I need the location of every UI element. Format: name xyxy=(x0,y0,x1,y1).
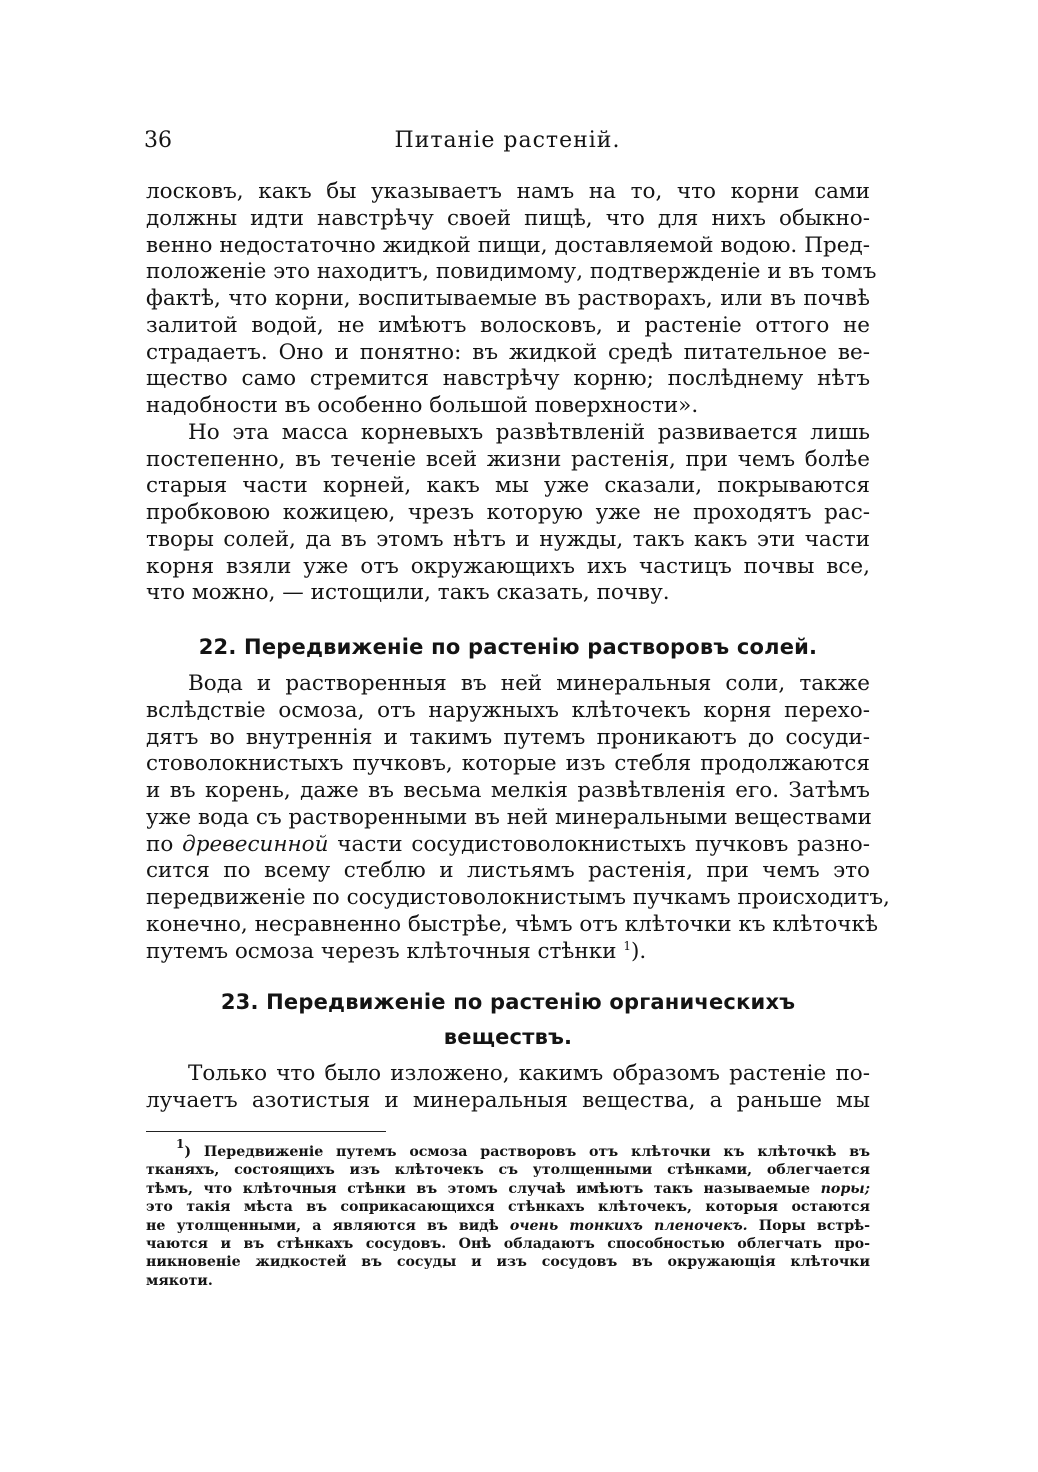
text-span: тѣмъ, что клѣточныя стѣнки въ этомъ случаѣ имѣютъ такъ называемые xyxy=(146,1180,811,1197)
text-line: дятъ во внутреннія и такимъ путемъ проникаютъ до сосуди- xyxy=(146,724,870,750)
paragraph-block-3 xyxy=(146,1061,870,1115)
text-line: вслѣдствіе осмоза, отъ наружныхъ клѣточекъ корня перехо- xyxy=(146,697,870,723)
text-line: стоволокнистыхъ пучковъ, которые изъ стебля продолжаются xyxy=(146,751,870,777)
text-line: надобности въ особенно большой поверхности». xyxy=(146,393,699,418)
paragraph-block-2 xyxy=(146,671,890,965)
page-header xyxy=(144,126,871,160)
footnote-line xyxy=(146,1217,870,1235)
text-line: конечно, несравненно быстрѣе, чѣмъ отъ клѣточки къ клѣточкѣ xyxy=(146,911,878,937)
text-span: путемъ осмоза черезъ клѣточныя стѣнки xyxy=(146,938,617,964)
footnote-line: никновеніе жидкостей въ сосуды и изъ сосудовъ въ окружающія клѣточки xyxy=(146,1254,870,1271)
footnote-line: тканяхъ, состоящихъ изъ клѣточекъ съ утолщенными стѣнками, облегчается xyxy=(146,1162,870,1179)
text-line: постепенно, въ теченіе всей жизни растенія, при чемъ болѣе xyxy=(146,446,870,472)
footnote-line: мякоти. xyxy=(146,1272,213,1289)
text-line: залитой водой, не имѣютъ волосковъ, и растеніе оттого не xyxy=(146,312,870,338)
text-line: что можно, — истощили, такъ сказать, почву. xyxy=(146,580,670,606)
text-span: не утолщенными, а являются въ видѣ xyxy=(146,1217,499,1234)
emphasis-text: поры; xyxy=(820,1180,870,1197)
text-line: корня взяли уже отъ окружающихъ ихъ частицъ почвы все, xyxy=(146,553,870,579)
footnote-marker: 1 xyxy=(176,1137,185,1151)
running-title: Питаніе растеній. xyxy=(394,128,621,153)
text-span: ) Передвиженіе путемъ осмоза растворовъ отъ клѣточки къ клѣточкѣ въ xyxy=(184,1144,870,1160)
text-line: уже вода съ растворенными въ ней минеральными веществами xyxy=(146,804,872,830)
emphasis-text: древесинной xyxy=(182,831,329,857)
paragraph-block-1 xyxy=(146,179,877,607)
text-line: Вода и растворенныя въ ней минеральныя соли, также xyxy=(188,671,870,696)
text-line: положеніе это находитъ, повидимому, подтвержденіе и въ томъ xyxy=(146,259,877,285)
text-line xyxy=(146,939,870,966)
text-line: передвиженіе по сосудистоволокнистымъ пучкамъ происходитъ, xyxy=(146,885,890,910)
text-line: должны идти навстрѣчу своей пищѣ, что для нихъ обыкно- xyxy=(146,205,870,231)
text-line: щество само стремится навстрѣчу корню; послѣднему нѣтъ xyxy=(146,366,870,392)
text-span: Поры встрѣ- xyxy=(758,1217,870,1234)
emphasis-text: очень тонкихъ пленочекъ. xyxy=(509,1217,748,1234)
text-line: сится по всему стеблю и листьямъ растенія, при чемъ это xyxy=(146,858,870,884)
footnote-line: это такія мѣста въ соприкасающихся стѣнкахъ клѣточекъ, которыя остаются xyxy=(146,1199,870,1216)
footnote-line: чаются и въ стѣнкахъ сосудовъ. Онѣ обладаютъ способностью облегчать про- xyxy=(146,1235,870,1252)
text-line: пробковою кожицею, чрезъ которую уже не проходятъ рас- xyxy=(146,500,870,525)
text-span: части сосудистоволокнистыхъ пучковъ разно- xyxy=(337,831,870,857)
text-line xyxy=(146,832,870,859)
text-line: лосковъ, какъ бы указываетъ намъ на то, что корни сами xyxy=(146,179,870,204)
text-span: по xyxy=(146,831,174,857)
text-line: лучаетъ азотистыя и минеральныя вещества, а раньше мы xyxy=(146,1087,870,1113)
text-line: фактѣ, что корни, воспитываемые въ растворахъ, или въ почвѣ xyxy=(146,286,870,311)
text-line: творы солей, да въ этомъ нѣтъ и нужды, такъ какъ эти части xyxy=(146,526,870,552)
text-line: Но эта масса корневыхъ развѣтвленій развивается лишь xyxy=(188,419,870,445)
footnote xyxy=(146,1137,870,1290)
text-line: и въ корень, даже въ весьма мелкія развѣтвленія его. Затѣмъ xyxy=(146,778,870,803)
text-line: страдаетъ. Оно и понятно: въ жидкой средѣ питательное ве- xyxy=(146,339,870,365)
text-line: венно недостаточно жидкой пищи, доставляемой водою. Пред- xyxy=(146,232,870,258)
footnote-rule xyxy=(146,1131,386,1132)
section-heading-23: 23. Передвиженіе по растенію органическихъ xyxy=(220,990,796,1014)
section-heading-23-cont: веществъ. xyxy=(443,1025,573,1049)
text-span: ). xyxy=(630,938,647,964)
text-line: Только что было изложено, какимъ образомъ растеніе по- xyxy=(188,1061,870,1086)
footnote-line xyxy=(146,1180,870,1198)
footnote-reference: 1 xyxy=(623,938,631,953)
text-line: старыя части корней, какъ мы уже сказали, покрываются xyxy=(146,473,870,499)
footnote-line xyxy=(146,1137,870,1161)
page-number: 36 xyxy=(144,128,172,153)
section-heading-22: 22. Передвиженіе по растенію растворовъ солей. xyxy=(198,635,818,659)
